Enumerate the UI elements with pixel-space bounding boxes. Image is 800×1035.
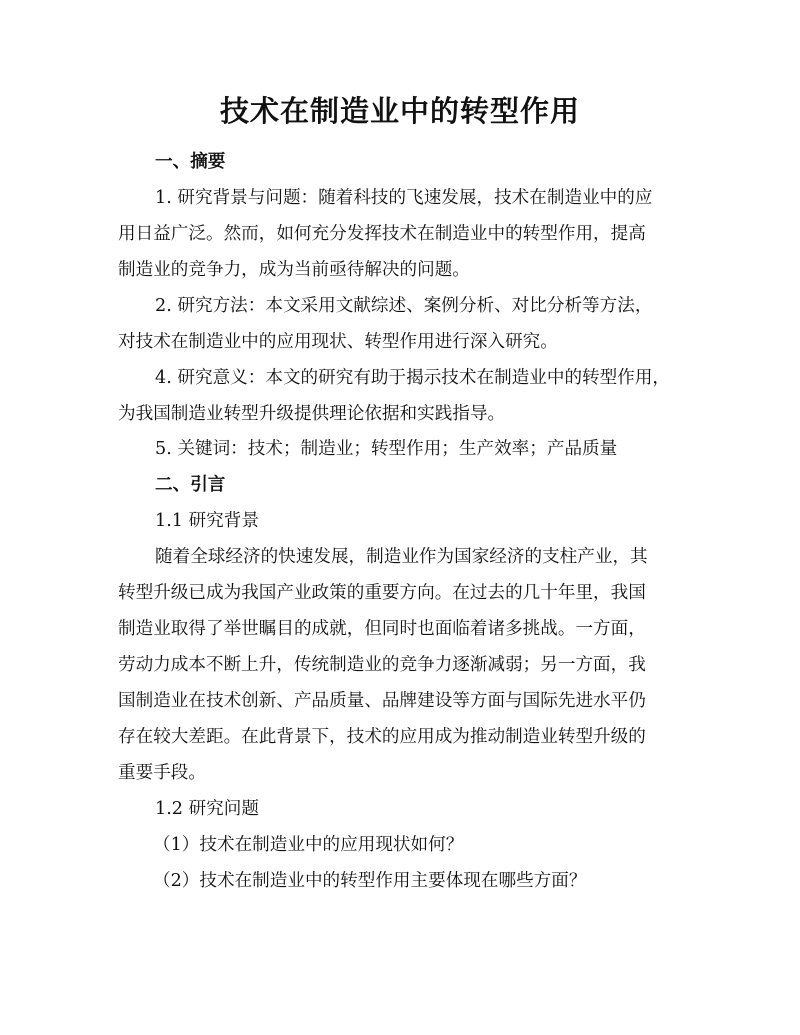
question-2: （2）技术在制造业中的转型作用主要体现在哪些方面？ xyxy=(153,871,587,891)
background-line-4: 劳动力成本不断上升，传统制造业的竞争力逐渐减弱；另一方面，我 xyxy=(118,655,646,675)
abstract-p3-line-1: 4. 研究意义：本文的研究有助于揭示技术在制造业中的转型作用， xyxy=(155,368,671,388)
abstract-p1-line-3: 制造业的竞争力，成为当前亟待解决的问题。 xyxy=(118,260,470,280)
background-line-3: 制造业取得了举世瞩目的成就，但同时也面临着诸多挑战。一方面， xyxy=(118,619,646,639)
section-1-1-heading: 1.1 研究背景 xyxy=(155,511,259,531)
abstract-p1-line-1: 1. 研究背景与问题：随着科技的飞速发展，技术在制造业中的应 xyxy=(155,188,653,208)
question-1: （1）技术在制造业中的应用现状如何？ xyxy=(153,835,464,855)
keywords-line: 5. 关键词：技术；制造业；转型作用；生产效率；产品质量 xyxy=(155,439,618,459)
intro-heading: 二、引言 xyxy=(155,474,226,495)
background-line-1: 随着全球经济的快速发展，制造业作为国家经济的支柱产业，其 xyxy=(155,547,648,567)
abstract-heading: 一、摘要 xyxy=(155,151,226,172)
abstract-p3-line-2: 为我国制造业转型升级提供理论依据和实践指导。 xyxy=(118,404,506,424)
background-line-2: 转型升级已成为我国产业政策的重要方向。在过去的几十年里，我国 xyxy=(118,583,646,603)
abstract-p1-line-2: 用日益广泛。然而，如何充分发挥技术在制造业中的转型作用，提高 xyxy=(118,224,646,244)
background-line-6: 存在较大差距。在此背景下，技术的应用成为推动制造业转型升级的 xyxy=(118,727,646,747)
abstract-p2-line-2: 对技术在制造业中的应用现状、转型作用进行深入研究。 xyxy=(118,332,558,352)
background-line-7: 重要手段。 xyxy=(118,763,206,783)
document-title: 技术在制造业中的转型作用 xyxy=(219,94,580,128)
section-1-2-heading: 1.2 研究问题 xyxy=(155,799,259,819)
abstract-p2-line-1: 2. 研究方法：本文采用文献综述、案例分析、对比分析等方法， xyxy=(155,296,653,316)
background-line-5: 国制造业在技术创新、产品质量、品牌建设等方面与国际先进水平仍 xyxy=(118,691,646,711)
